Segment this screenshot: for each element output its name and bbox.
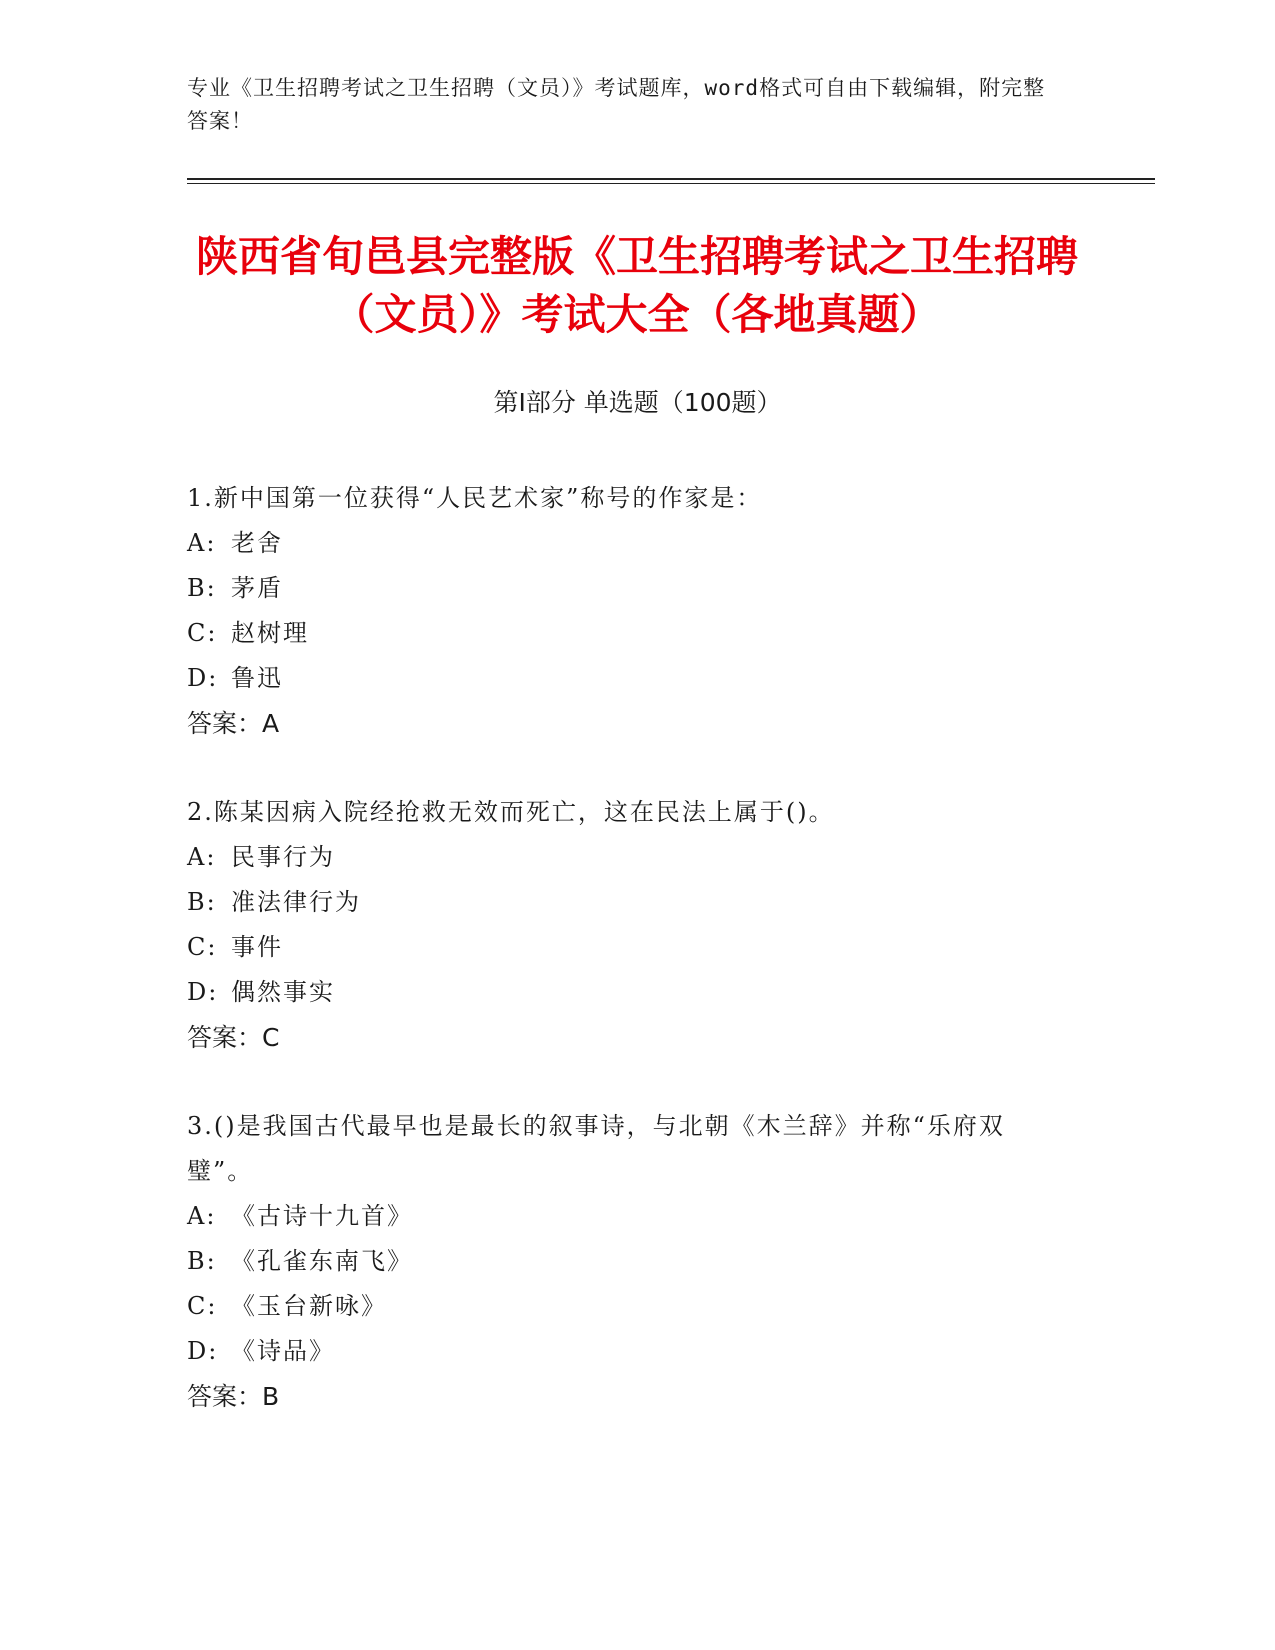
option-text: 《玉台新咏》 bbox=[231, 1292, 387, 1320]
answer-line: 答案：B bbox=[187, 1382, 280, 1411]
option-key: A: bbox=[187, 1202, 217, 1230]
answer-line: 答案：C bbox=[187, 1023, 280, 1052]
option-text: 鲁迅 bbox=[231, 664, 283, 692]
option-key: D: bbox=[187, 1337, 219, 1365]
option-text: 《孔雀东南飞》 bbox=[231, 1247, 413, 1275]
question-list bbox=[187, 476, 1067, 1463]
option-text: 民事行为 bbox=[231, 843, 335, 871]
option-text: 偶然事实 bbox=[231, 978, 335, 1006]
question-stem: 1.新中国第一位获得“人民艺术家”称号的作家是： bbox=[187, 484, 763, 512]
option-key: A: bbox=[187, 843, 217, 871]
option-b bbox=[187, 566, 1067, 611]
option-c bbox=[187, 611, 1067, 656]
option-d bbox=[187, 1329, 1067, 1374]
option-text: 老舍 bbox=[231, 529, 283, 557]
option-text: 茅盾 bbox=[231, 574, 283, 602]
question-stem: 3.()是我国古代最早也是最长的叙事诗，与北朝《木兰辞》并称“乐府双璧”。 bbox=[187, 1112, 1005, 1185]
option-d bbox=[187, 656, 1067, 701]
option-d bbox=[187, 970, 1067, 1015]
option-text: 事件 bbox=[231, 933, 283, 961]
option-text: 《诗品》 bbox=[231, 1337, 335, 1365]
option-a bbox=[187, 1194, 1067, 1239]
section-heading: 第Ⅰ部分 单选题（100题） bbox=[493, 388, 782, 417]
option-c bbox=[187, 1284, 1067, 1329]
question-2 bbox=[187, 790, 1067, 1060]
option-key: C: bbox=[187, 619, 218, 647]
option-key: B: bbox=[187, 888, 217, 916]
question-1 bbox=[187, 476, 1067, 746]
option-key: C: bbox=[187, 933, 218, 961]
option-key: D: bbox=[187, 978, 219, 1006]
option-text: 准法律行为 bbox=[231, 888, 361, 916]
option-c bbox=[187, 925, 1067, 970]
option-text: 赵树理 bbox=[231, 619, 309, 647]
option-key: C: bbox=[187, 1292, 218, 1320]
option-text: 《古诗十九首》 bbox=[231, 1202, 413, 1230]
option-b bbox=[187, 880, 1067, 925]
question-3 bbox=[187, 1104, 1067, 1419]
header-divider-thick bbox=[187, 178, 1155, 180]
option-key: B: bbox=[187, 574, 217, 602]
option-key: A: bbox=[187, 529, 217, 557]
header-note: 专业《卫生招聘考试之卫生招聘（文员）》考试题库，word格式可自由下载编辑，附完整答案！ bbox=[187, 76, 1046, 133]
option-b bbox=[187, 1239, 1067, 1284]
header-divider-thin bbox=[187, 183, 1155, 184]
answer-line: 答案：A bbox=[187, 709, 280, 738]
option-a bbox=[187, 521, 1067, 566]
option-key: D: bbox=[187, 664, 219, 692]
question-stem: 2.陈某因病入院经抢救无效而死亡，这在民法上属于()。 bbox=[187, 798, 835, 826]
document-title: 陕西省旬邑县完整版《卫生招聘考试之卫生招聘（文员）》考试大全（各地真题） bbox=[195, 232, 1078, 339]
option-a bbox=[187, 835, 1067, 880]
option-key: B: bbox=[187, 1247, 217, 1275]
